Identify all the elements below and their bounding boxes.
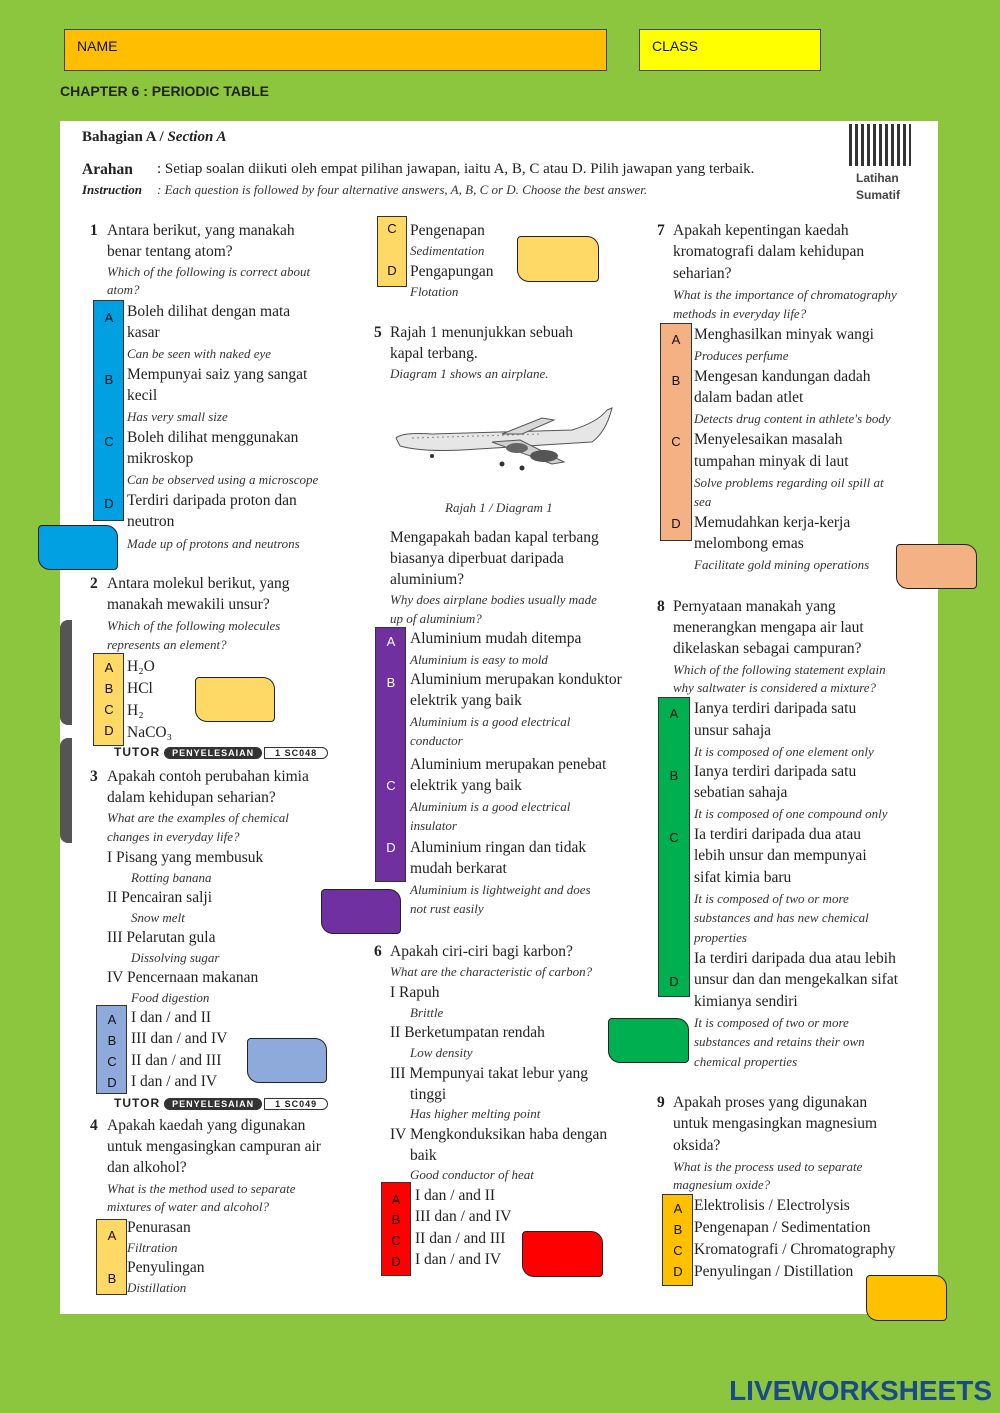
q5-q1: Mengapakah badan kapal terbang xyxy=(390,529,599,546)
q8-d1: Ia terdiri daripada dua atau lebih xyxy=(694,950,896,967)
q3-item3: III Pelarutan gula xyxy=(107,929,216,946)
q7-line2: kromatografi dalam kehidupan xyxy=(673,243,865,260)
q9-line2: untuk mengasingkan magnesium xyxy=(673,1115,878,1132)
q7-c1: Menyelesaikan masalah xyxy=(694,431,843,448)
q7-line3: seharian? xyxy=(673,265,732,282)
q4-en1: What is the method used to separate xyxy=(107,1181,296,1196)
q1-options-bar xyxy=(93,300,124,521)
q2-answer-box[interactable] xyxy=(195,677,275,722)
q8-ce1: It is composed of two or more xyxy=(694,891,849,906)
q7-b1: Mengesan kandungan dadah xyxy=(694,368,871,385)
q8-answer-box[interactable] xyxy=(608,1018,689,1063)
q8-letter-b: B xyxy=(669,768,679,783)
qr-code xyxy=(849,124,911,166)
sumatif-label: Sumatif xyxy=(856,188,901,202)
q6-en1: What are the characteristic of carbon? xyxy=(390,964,593,979)
q9-letter-a: A xyxy=(673,1201,683,1216)
q5-letter-d: D xyxy=(386,840,396,855)
q6-num: 6 xyxy=(374,943,382,960)
q3-item1: I Pisang yang membusuk xyxy=(107,849,264,866)
q8-de1: It is composed of two or more xyxy=(694,1015,849,1030)
q2-en1: Which of the following molecules xyxy=(107,618,281,633)
q7-d2: melombong emas xyxy=(694,535,804,552)
q8-c2: lebih unsur dan mempunyai xyxy=(694,847,867,864)
q5-answer-box[interactable] xyxy=(321,889,401,934)
q4-de: Flotation xyxy=(410,284,459,299)
q2-letter-a: A xyxy=(104,660,114,675)
q3-en2: changes in everyday life? xyxy=(107,829,240,844)
q8-c3: sifat kimia baru xyxy=(694,869,792,886)
q5-de1: Aluminium is lightweight and does xyxy=(410,882,591,897)
q8-line3: dikelaskan sebagai campuran? xyxy=(673,640,862,657)
q9-en1: What is the process used to separate xyxy=(673,1159,863,1174)
q3-item3-en: Dissolving sugar xyxy=(131,950,220,965)
q6-item3-en: Has higher melting point xyxy=(410,1106,541,1121)
q1-en2: atom? xyxy=(107,282,140,297)
q8-ae: It is composed of one element only xyxy=(694,744,874,759)
q8-letter-d: D xyxy=(669,974,679,989)
q3-letter-c: C xyxy=(107,1054,117,1069)
q6-a: I dan / and II xyxy=(415,1187,496,1204)
q9-c: Kromatografi / Chromatography xyxy=(694,1241,896,1258)
q2-b: HCl xyxy=(127,680,153,697)
q8-line1: Pernyataan manakah yang xyxy=(673,598,836,615)
q1-letter-c: C xyxy=(104,434,114,449)
q6-letter-a: A xyxy=(391,1192,401,1207)
q8-b1: Ianya terdiri daripada satu xyxy=(694,763,857,780)
q4-answer-box[interactable] xyxy=(517,236,599,282)
q7-c2: tumpahan minyak di laut xyxy=(694,453,849,470)
q5-d1: Aluminium ringan dan tidak xyxy=(410,839,587,856)
class-label: CLASS xyxy=(652,38,698,54)
q9-letter-d: D xyxy=(673,1264,683,1279)
tutor-badge: TUTOR PENYELESAIAN 1 SC049 xyxy=(114,1096,328,1110)
q5-line1: Rajah 1 menunjukkan sebuah xyxy=(390,324,573,341)
q8-d2: unsur dan dan mengekalkan sifat xyxy=(694,971,899,988)
q1-line1: Antara berikut, yang manakah xyxy=(107,222,295,239)
q7-a: Menghasilkan minyak wangi xyxy=(694,326,874,343)
q6-item3: III Mempunyai takat lebur yang xyxy=(390,1065,588,1082)
q1-letter-a: A xyxy=(104,310,114,325)
q9-num: 9 xyxy=(657,1094,665,1111)
arahan-text: : Setiap soalan diikuti oleh empat pilihan jawapan, iaitu A, B, C atau D. Pilih jawapan yang terbaik. xyxy=(157,161,755,177)
q4-num: 4 xyxy=(90,1117,98,1134)
q1-line2: benar tentang atom? xyxy=(107,243,233,260)
q5-a: Aluminium mudah ditempa xyxy=(410,630,582,647)
q6-answer-box[interactable] xyxy=(522,1231,603,1277)
q8-c1: Ia terdiri daripada dua atau xyxy=(694,826,861,843)
q7-be: Detects drug content in athlete's body xyxy=(694,411,891,426)
q8-ce2: substances and has new chemical xyxy=(694,910,869,925)
instruction-label: Instruction xyxy=(82,182,142,197)
q8-a1: Ianya terdiri daripada satu xyxy=(694,700,857,717)
q3-line2: dalam kehidupan seharian? xyxy=(107,789,276,806)
q9-d: Penyulingan / Distillation xyxy=(694,1263,854,1280)
q4-line1: Apakah kaedah yang digunakan xyxy=(107,1117,306,1134)
q9-answer-box[interactable] xyxy=(866,1275,947,1321)
q3-letter-d: D xyxy=(107,1075,117,1090)
q5-letter-c: C xyxy=(386,778,396,793)
q2-d: NaCO₃ xyxy=(127,724,173,741)
q9-line3: oksida? xyxy=(673,1137,721,1154)
q6-letter-d: D xyxy=(391,1254,401,1269)
side-tab xyxy=(60,738,72,843)
q9-a: Elektrolisis / Electrolysis xyxy=(694,1197,850,1214)
q6-d: I dan / and IV xyxy=(415,1251,502,1268)
q7-en1: What is the importance of chromatography xyxy=(673,287,897,302)
q1-d2: neutron xyxy=(127,513,175,530)
q1-a2: kasar xyxy=(127,324,160,341)
q9-letter-c: C xyxy=(673,1243,683,1258)
q8-ce3: properties xyxy=(694,930,747,945)
q6-letter-c: C xyxy=(391,1233,401,1248)
q3-item4: IV Pencernaan makanan xyxy=(107,969,259,986)
q2-line2: manakah mewakili unsur? xyxy=(107,596,270,613)
q1-ae: Can be seen with naked eye xyxy=(127,346,272,361)
q8-be: It is composed of one compound only xyxy=(694,806,888,821)
q3-en1: What are the examples of chemical xyxy=(107,810,289,825)
q5-caption: Rajah 1 / Diagram 1 xyxy=(445,500,553,515)
q3-num: 3 xyxy=(90,768,98,785)
q2-en2: represents an element? xyxy=(107,637,227,652)
q8-de2: substances and retains their own xyxy=(694,1034,865,1049)
q7-d1: Memudahkan kerja-kerja xyxy=(694,514,851,531)
q6-c: II dan / and III xyxy=(415,1230,506,1247)
q7-ce1: Solve problems regarding oil spill at xyxy=(694,475,884,490)
q8-d3: kimianya sendiri xyxy=(694,993,798,1010)
name-field[interactable] xyxy=(64,29,607,71)
q4-line2: untuk mengasingkan campuran air xyxy=(107,1138,321,1155)
q1-b2: kecil xyxy=(127,387,158,404)
q5-b1: Aluminium merupakan konduktor xyxy=(410,671,622,688)
q6-item4: IV Mengkonduksikan haba dengan xyxy=(390,1126,608,1143)
latihan-label: Latihan xyxy=(856,171,899,185)
q7-de: Facilitate gold mining operations xyxy=(694,557,870,572)
q1-de: Made up of protons and neutrons xyxy=(127,536,300,551)
q6-line1: Apakah ciri-ciri bagi karbon? xyxy=(390,943,573,960)
q6-item4-en: Good conductor of heat xyxy=(410,1167,534,1182)
q1-en1: Which of the following is correct about xyxy=(107,264,311,279)
q2-line1: Antara molekul berikut, yang xyxy=(107,575,290,592)
q7-answer-box[interactable] xyxy=(896,544,977,589)
q5-ce1: Aluminium is a good electrical xyxy=(410,799,571,814)
q4-line3: dan alkohol? xyxy=(107,1159,187,1176)
q4-letter-a: A xyxy=(107,1228,117,1243)
q4-b: Penyulingan xyxy=(127,1259,205,1276)
q5-b2: elektrik yang baik xyxy=(410,692,522,709)
q8-letter-c: C xyxy=(669,830,679,845)
q7-letter-a: A xyxy=(671,332,681,347)
q5-q2: biasanya diperbuat daripada xyxy=(390,550,564,567)
q3-letter-b: B xyxy=(107,1033,117,1048)
q3-a: I dan / and II xyxy=(131,1009,212,1026)
q1-stem: 1 xyxy=(90,222,98,239)
q9-line1: Apakah proses yang digunakan xyxy=(673,1094,868,1111)
q7-options-bar xyxy=(660,323,692,541)
q8-line2: menerangkan mengapa air laut xyxy=(673,619,864,636)
q4-letter-c: C xyxy=(387,221,397,236)
q7-letter-c: C xyxy=(671,434,681,449)
q1-c1: Boleh dilihat menggunakan xyxy=(127,429,299,446)
q3-b: III dan / and IV xyxy=(131,1030,228,1047)
chapter-title: CHAPTER 6 : PERIODIC TABLE xyxy=(60,83,269,99)
q5-qe1: Why does airplane bodies usually made xyxy=(390,592,597,607)
arahan-label: Arahan xyxy=(82,161,133,178)
q2-a: H₂O xyxy=(127,658,155,675)
section-title: Bahagian A / Section A xyxy=(82,129,227,145)
q5-ae: Aluminium is easy to mold xyxy=(410,652,548,667)
q6-b: III dan / and IV xyxy=(415,1208,512,1225)
q5-en1: Diagram 1 shows an airplane. xyxy=(390,366,549,381)
q4-be: Distillation xyxy=(127,1280,187,1295)
q7-ce2: sea xyxy=(694,494,712,509)
q6-letter-b: B xyxy=(391,1212,401,1227)
q2-num: 2 xyxy=(90,575,98,592)
q5-line2: kapal terbang. xyxy=(390,345,478,362)
q3-item2-en: Snow melt xyxy=(131,910,185,925)
q8-b2: sebatian sahaja xyxy=(694,784,788,801)
q3-item1-en: Rotting banana xyxy=(131,870,212,885)
q8-en2: why saltwater is considered a mixture? xyxy=(673,680,877,695)
q8-a2: unsur sahaja xyxy=(694,722,772,739)
q4-letter-b: B xyxy=(107,1271,117,1286)
q5-letter-a: A xyxy=(386,634,396,649)
q4-en2: mixtures of water and alcohol? xyxy=(107,1199,270,1214)
q5-q3: aluminium? xyxy=(390,571,465,588)
q8-letter-a: A xyxy=(669,706,679,721)
q1-c2: mikroskop xyxy=(127,450,194,467)
q2-c: H₂ xyxy=(127,702,144,719)
class-field[interactable] xyxy=(639,29,821,71)
q6-item3b: tinggi xyxy=(410,1086,447,1103)
instruction-text: : Each question is followed by four alternative answers, A, B, C or D. Choose the best answer. xyxy=(157,182,648,197)
q1-ce: Can be observed using a microscope xyxy=(127,472,319,487)
q3-letter-a: A xyxy=(107,1012,117,1027)
q4-letter-d: D xyxy=(387,263,397,278)
q3-c: II dan / and III xyxy=(131,1052,222,1069)
q4-ce: Sedimentation xyxy=(410,243,485,258)
q6-item1-en: Brittle xyxy=(410,1005,444,1020)
q5-num: 5 xyxy=(374,324,382,341)
q6-item2: II Berketumpatan rendah xyxy=(390,1024,545,1041)
tutor-badge: TUTOR PENYELESAIAN 1 SC048 xyxy=(114,745,328,759)
q5-be2: conductor xyxy=(410,733,463,748)
q4-d: Pengapungan xyxy=(410,263,494,280)
q5-c2: elektrik yang baik xyxy=(410,777,522,794)
q6-item2-en: Low density xyxy=(410,1045,473,1060)
q5-d2: mudah berkarat xyxy=(410,860,507,877)
q2-letter-c: C xyxy=(104,702,114,717)
q7-line1: Apakah kepentingan kaedah xyxy=(673,222,849,239)
q2-letter-b: B xyxy=(104,681,114,696)
q1-a1: Boleh dilihat dengan mata xyxy=(127,303,291,320)
q3-line1: Apakah contoh perubahan kimia xyxy=(107,768,309,785)
q7-b2: dalam badan atlet xyxy=(694,389,804,406)
q1-letter-b: B xyxy=(104,372,114,387)
q1-letter-d: D xyxy=(104,496,114,511)
q7-letter-b: B xyxy=(671,373,681,388)
q5-letter-b: B xyxy=(386,675,396,690)
q9-en2: magnesium oxide? xyxy=(673,1177,771,1192)
q5-de2: not rust easily xyxy=(410,901,484,916)
q5-ce2: insulator xyxy=(410,818,457,833)
airplane-image xyxy=(392,398,614,478)
q1-answer-box[interactable] xyxy=(38,525,118,570)
q5-qe2: up of aluminium? xyxy=(390,611,482,626)
liveworksheets-logo: LIVEWORKSHEETS xyxy=(729,1375,992,1406)
q1-b1: Mempunyai saiz yang sangat xyxy=(127,366,308,383)
q5-c1: Aluminium merupakan penebat xyxy=(410,756,607,773)
q6-item1: I Rapuh xyxy=(390,984,440,1001)
q1-d1: Terdiri daripada proton dan xyxy=(127,492,297,509)
side-tab xyxy=(60,620,72,725)
q3-d: I dan / and IV xyxy=(131,1073,218,1090)
q3-answer-box[interactable] xyxy=(247,1038,327,1083)
q4-a: Penurasan xyxy=(127,1219,191,1236)
name-label: NAME xyxy=(77,38,118,54)
q9-letter-b: B xyxy=(673,1222,683,1237)
q4-ae: Filtration xyxy=(127,1240,178,1255)
q7-ae: Produces perfume xyxy=(694,348,789,363)
q8-options-bar xyxy=(658,697,690,997)
q8-en1: Which of the following statement explain xyxy=(673,662,886,677)
q3-item4-en: Food digestion xyxy=(131,990,210,1005)
q7-en2: methods in everyday life? xyxy=(673,306,807,321)
q4-c: Pengenapan xyxy=(410,222,485,239)
q2-letter-d: D xyxy=(104,723,114,738)
q6-item4b: baik xyxy=(410,1147,437,1164)
q1-be: Has very small size xyxy=(127,409,228,424)
q3-item2: II Pencairan salji xyxy=(107,889,213,906)
q9-b: Pengenapan / Sedimentation xyxy=(694,1219,871,1236)
q5-be1: Aluminium is a good electrical xyxy=(410,714,571,729)
q8-num: 8 xyxy=(657,598,665,615)
q7-letter-d: D xyxy=(671,516,681,531)
q8-de3: chemical properties xyxy=(694,1054,798,1069)
q7-num: 7 xyxy=(657,222,665,239)
